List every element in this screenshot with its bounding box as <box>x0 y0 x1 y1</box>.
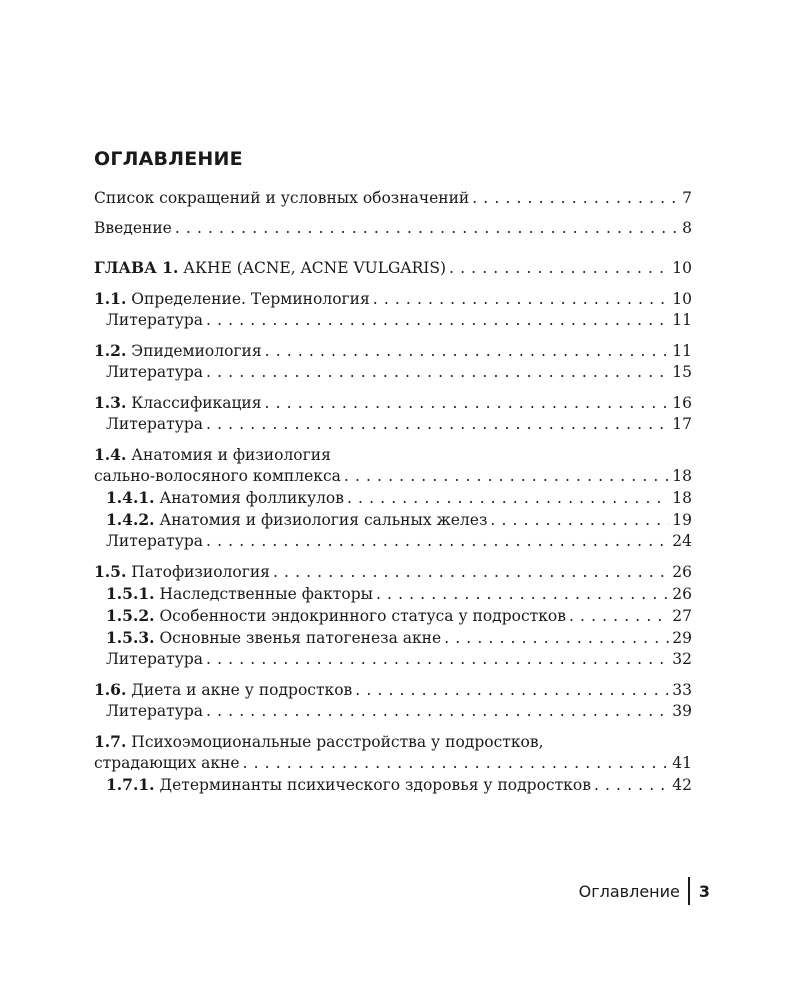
toc-entry-number: 1.7. <box>94 732 127 751</box>
toc-entry-label: Список сокращений и условных обозначений <box>94 189 470 207</box>
leader-dots <box>265 341 670 362</box>
toc-entry-number: 1.5. <box>94 562 127 581</box>
toc-entry <box>94 627 692 649</box>
leader-dots <box>444 628 669 649</box>
toc-entry-number: 1.1. <box>94 289 127 308</box>
toc-entry-number: 1.5.1. <box>106 584 155 603</box>
leader-dots <box>569 606 669 627</box>
page-number: 3 <box>698 881 710 901</box>
toc-chapter-entry <box>94 257 692 279</box>
leader-dots <box>347 488 669 509</box>
toc-entry-label: Литература <box>106 311 204 329</box>
toc-entry <box>94 340 692 362</box>
toc-entry-label: Литература <box>106 415 204 433</box>
leader-dots <box>490 510 669 531</box>
leader-dots <box>265 393 670 414</box>
toc-entry-number: 1.4. <box>94 445 127 464</box>
toc-entry-page: 8 <box>682 219 692 237</box>
toc-entry-number: 1.3. <box>94 393 127 412</box>
toc-entry <box>94 466 692 487</box>
toc-entry-label: Литература <box>106 650 204 668</box>
toc-entry-page: 11 <box>672 311 692 329</box>
leader-dots <box>175 218 679 239</box>
toc-entry <box>94 487 692 509</box>
leader-dots <box>355 680 669 701</box>
toc-entry-label: АКНЕ (ACNE, ACNE VULGARIS) <box>178 259 447 277</box>
leader-dots <box>206 649 669 670</box>
toc-entry-first-line <box>94 731 692 753</box>
toc-entry-number: 1.5.2. <box>106 606 155 625</box>
toc-entry-page: 10 <box>672 259 692 277</box>
toc-entry-label: Литература <box>106 532 204 550</box>
toc-entry-label: Особенности эндокринного статуса у подростков <box>154 607 566 625</box>
toc-entry-page: 26 <box>672 585 692 603</box>
toc-entry <box>94 531 692 552</box>
leader-dots <box>472 188 679 209</box>
toc-entry-page: 29 <box>672 629 692 647</box>
toc-entry-label-line1: Психоэмоциональные расстройства у подростков, <box>126 733 544 751</box>
toc-entry-number: ГЛАВА 1. <box>94 258 179 277</box>
toc-entry-page: 32 <box>672 650 692 668</box>
leader-dots <box>594 775 669 796</box>
leader-dots <box>206 701 669 722</box>
toc-entry-page: 24 <box>672 532 692 550</box>
toc-entry <box>94 774 692 796</box>
leader-dots <box>243 753 670 774</box>
toc-entry-label: Диета и акне у подростков <box>126 681 353 699</box>
toc-entry-page: 19 <box>672 511 692 529</box>
toc-entry <box>94 561 692 583</box>
toc-entry-label: Литература <box>106 702 204 720</box>
toc-entry-page: 7 <box>682 189 692 207</box>
leader-dots <box>206 310 669 331</box>
leader-dots <box>373 289 670 310</box>
toc-entry-label: Патофизиология <box>126 563 270 581</box>
toc-entry-page: 39 <box>672 702 692 720</box>
running-header-section: Оглавление <box>578 881 680 901</box>
toc-entry-page: 27 <box>672 607 692 625</box>
toc-entry <box>94 649 692 670</box>
toc-entry-label: Основные звенья патогенеза акне <box>154 629 442 647</box>
toc-entry-label: Введение <box>94 219 172 237</box>
toc-entry-label: Анатомия фолликулов <box>154 489 344 507</box>
toc-entry <box>94 679 692 701</box>
leader-dots <box>449 258 669 279</box>
toc-entry <box>94 218 692 239</box>
toc-entry <box>94 605 692 627</box>
toc-entry-page: 15 <box>672 363 692 381</box>
toc-entry-label: Детерминанты психического здоровья у подростков <box>154 776 591 794</box>
toc-entry-page: 18 <box>672 467 692 485</box>
toc-entry <box>94 288 692 310</box>
leader-dots <box>206 531 669 552</box>
toc-entry <box>94 583 692 605</box>
toc-entry-label: Эпидемиология <box>126 342 262 360</box>
toc-entry-number: 1.5.3. <box>106 628 155 647</box>
toc-entry <box>94 753 692 774</box>
toc-entry <box>94 509 692 531</box>
toc-entry-number: 1.4.1. <box>106 488 155 507</box>
toc-entry-page: 10 <box>672 290 692 308</box>
toc-entry-page: 17 <box>672 415 692 433</box>
toc-entry <box>94 362 692 383</box>
toc-entry-number: 1.6. <box>94 680 127 699</box>
toc-entry-page: 33 <box>672 681 692 699</box>
table-of-contents <box>94 148 692 796</box>
toc-entry-number: 1.2. <box>94 341 127 360</box>
toc-entry-first-line <box>94 444 692 466</box>
toc-entry-label: Определение. Терминология <box>126 290 370 308</box>
toc-entry-page: 16 <box>672 394 692 412</box>
toc-entry <box>94 701 692 722</box>
leader-dots <box>206 362 669 383</box>
toc-entry-label: Классификация <box>126 394 262 412</box>
toc-entry-label: страдающих акне <box>94 754 240 772</box>
toc-entry-page: 42 <box>672 776 692 794</box>
page-footer <box>579 877 710 905</box>
toc-entry-number: 1.4.2. <box>106 510 155 529</box>
leader-dots <box>376 584 669 605</box>
toc-entry-page: 26 <box>672 563 692 581</box>
leader-dots <box>344 466 669 487</box>
toc-entry <box>94 392 692 414</box>
toc-entry-page: 18 <box>672 489 692 507</box>
toc-title: ОГЛАВЛЕНИЕ <box>94 148 243 170</box>
toc-entry-page: 11 <box>672 342 692 360</box>
footer-divider <box>688 877 690 905</box>
toc-entry <box>94 188 692 209</box>
toc-entry-label: сально-волосяного комплекса <box>94 467 341 485</box>
toc-entry-label: Анатомия и физиология сальных желез <box>154 511 488 529</box>
leader-dots <box>273 562 669 583</box>
toc-entry-page: 41 <box>672 754 692 772</box>
toc-entry-label: Литература <box>106 363 204 381</box>
toc-entry <box>94 310 692 331</box>
toc-entry-label-line1: Анатомия и физиология <box>126 446 331 464</box>
toc-entry <box>94 414 692 435</box>
leader-dots <box>206 414 669 435</box>
toc-entry-label: Наследственные факторы <box>154 585 373 603</box>
toc-entry-number: 1.7.1. <box>106 775 155 794</box>
